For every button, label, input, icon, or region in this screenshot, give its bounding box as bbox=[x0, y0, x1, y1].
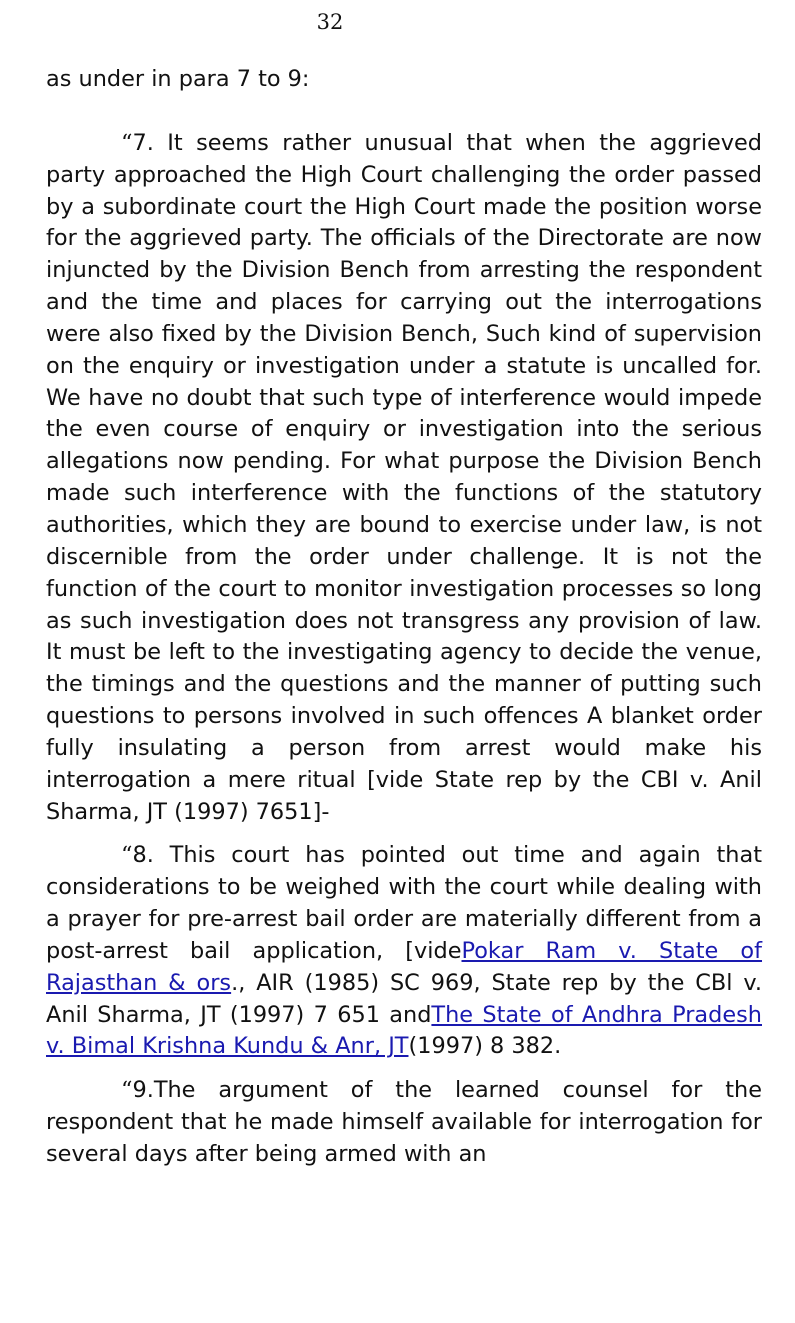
case-link-pokar-ram[interactable]: Pokar Ram v. State of Rajasthan & ors bbox=[46, 937, 763, 996]
quote-mark: “ bbox=[121, 1077, 133, 1104]
case-link-andhra-pradesh[interactable]: The State of Andhra Pradesh v. Bimal Krishna Kundu & Anr, JT bbox=[46, 1001, 762, 1060]
quoted-paragraph-9 bbox=[46, 1075, 762, 1171]
page-number: 32 bbox=[316, 10, 344, 34]
paragraph-7-text: 7. It seems rather unusual that when the aggrieved party approached the High Court challenging the order passed by a subordinate court the High Court made the position worse for the aggrieved party. The officials of the Directorate are now injuncted by the Division Bench from arresting the respondent and the time and places for carrying out the interrogations were also fixed by the Division Bench, Such kind of supervision on the enquiry or investigation under a statute is uncalled for. We have no doubt that such type of interference would impede the even course of enquiry or investigation into the serious allegations now pending. For what purpose the Division Bench made such interference with the functions of the statutory authorities, which they are bound to exercise under law, is not discernible from the order under challenge. It is not the function of the court to monitor investigation processes so long as such investigation does not transgress any provision of law. It must be left to the investigating agency to decide the venue, the timings and the questions and the manner of putting such questions to persons involved in such offences A blanket order fully insulating a person from arrest would make his interrogation a mere ritual [vide State rep by the CBI v. Anil Sharma, JT (1997) 7651]- bbox=[46, 129, 762, 825]
intro-text: as under in para 7 to 9: bbox=[46, 66, 310, 92]
document-body bbox=[46, 64, 762, 1183]
paragraph-8-text-end: (1997) 8 382. bbox=[408, 1033, 562, 1060]
paragraph-8-text-start: 8. This court has pointed out time and again that considerations to be weighed with the court while dealing with a prayer for pre-arrest bail order are materially different from a post-arrest bail application, [vide bbox=[46, 842, 762, 964]
quote-mark: “ bbox=[121, 129, 133, 156]
paragraph-9-text: 9.The argument of the learned counsel for the respondent that he made himself available for interrogation for several days after being armed with an bbox=[46, 1077, 762, 1167]
quote-mark: “ bbox=[121, 842, 133, 869]
paragraph-8-text-middle: ., AIR (1985) SC 969, State rep by the CBl v. Anil Sharma, JT (1997) 7 651 and bbox=[46, 969, 762, 1028]
quoted-paragraph-8 bbox=[46, 840, 762, 1063]
quoted-paragraph-7 bbox=[46, 128, 762, 829]
